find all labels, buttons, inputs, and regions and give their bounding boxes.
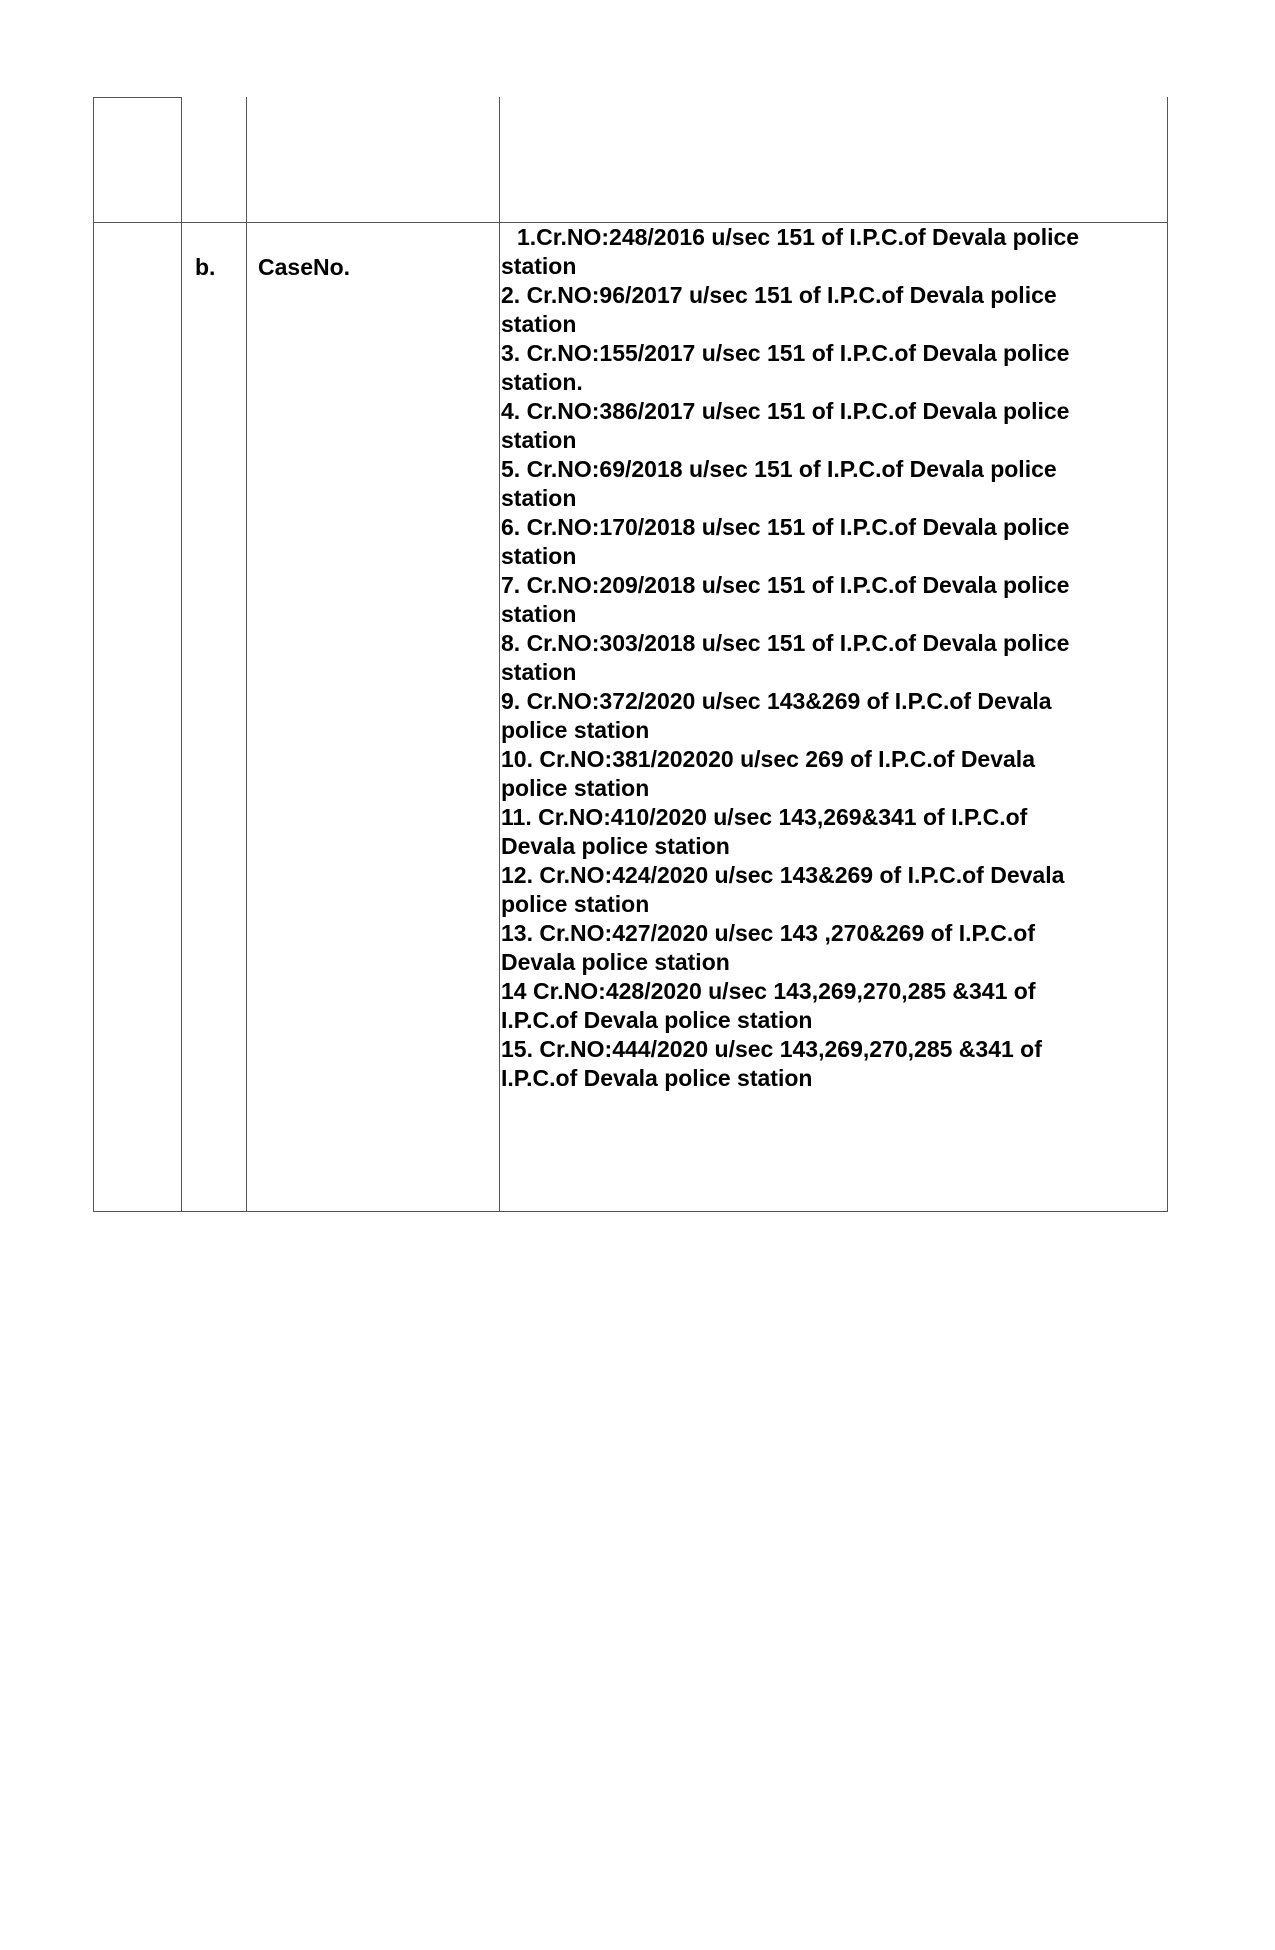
column-divider-1 — [93, 97, 94, 1212]
case-item: 12. Cr.NO:424/2020 u/sec 143&269 of I.P.C.of Devala police station — [501, 862, 1065, 917]
row-index: b. — [195, 254, 216, 280]
column-divider-2 — [181, 97, 182, 1212]
case-item: 1.Cr.NO:248/2016 u/sec 151 of I.P.C.of Devala police station — [501, 224, 1080, 279]
case-item: 2. Cr.NO:96/2017 u/sec 151 of I.P.C.of Devala police station — [501, 282, 1057, 337]
case-item: 3. Cr.NO:155/2017 u/sec 151 of I.P.C.of Devala police station. — [501, 340, 1070, 395]
case-item: 10. Cr.NO:381/202020 u/sec 269 of I.P.C.of Devala police station — [501, 746, 1035, 801]
column-divider-5 — [1167, 97, 1168, 1212]
case-item: 11. Cr.NO:410/2020 u/sec 143,269&341 of I.P.C.of Devala police station — [501, 804, 1028, 859]
case-item: 13. Cr.NO:427/2020 u/sec 143 ,270&269 of I.P.C.of Devala police station — [501, 920, 1035, 975]
table-top-border-left — [93, 97, 182, 98]
case-item: 4. Cr.NO:386/2017 u/sec 151 of I.P.C.of Devala police station — [501, 398, 1070, 453]
column-divider-3 — [246, 97, 247, 1212]
case-item: 5. Cr.NO:69/2018 u/sec 151 of I.P.C.of Devala police station — [501, 456, 1057, 511]
column-divider-4 — [499, 97, 500, 1212]
case-item: 9. Cr.NO:372/2020 u/sec 143&269 of I.P.C.of Devala police station — [501, 688, 1052, 743]
case-item: 15. Cr.NO:444/2020 u/sec 143,269,270,285 &341 of I.P.C.of Devala police station — [501, 1036, 1042, 1091]
row-label: CaseNo. — [258, 254, 351, 280]
case-item: 8. Cr.NO:303/2018 u/sec 151 of I.P.C.of Devala police station — [501, 630, 1070, 685]
table-bottom-border — [93, 1211, 1168, 1212]
case-item: 6. Cr.NO:170/2018 u/sec 151 of I.P.C.of Devala police station — [501, 514, 1070, 569]
case-number-list — [501, 223, 1161, 1093]
case-item: 7. Cr.NO:209/2018 u/sec 151 of I.P.C.of Devala police station — [501, 572, 1070, 627]
case-item: 14 Cr.NO:428/2020 u/sec 143,269,270,285 &341 of I.P.C.of Devala police station — [501, 978, 1036, 1033]
